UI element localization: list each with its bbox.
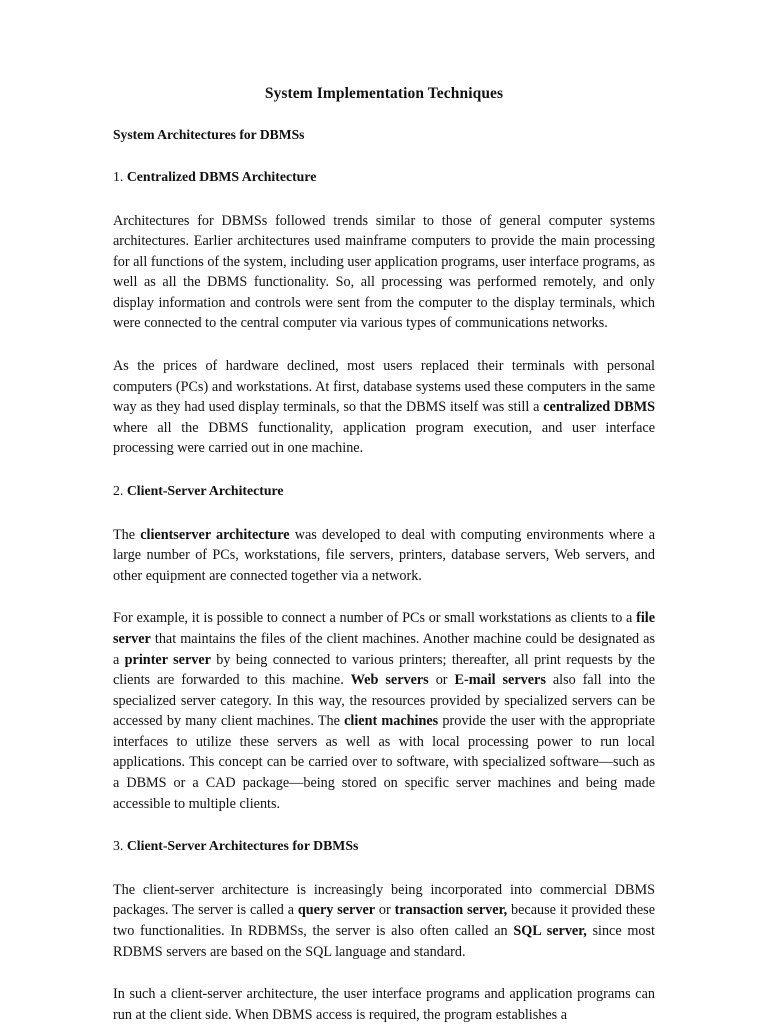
section-title-2: Client-Server Architecture [126, 483, 284, 499]
paragraph-4-text-f: provide the user with the appropriate interfaces to utilize these servers as well as with local processing power to run local applications. This concept can be carried over to software, with specialized software—such as a DBMS or a CAD package—being stored on specific server machines and being made accessible to multiple clients. [113, 713, 655, 812]
section-title-1: Centralized DBMS Architecture [126, 169, 317, 184]
paragraph-5-text-d: since most RDBMS servers are based on the SQL language and standard. [113, 922, 655, 960]
section-number-1: 1. [113, 169, 124, 184]
section-number-3: 3. [113, 838, 124, 854]
section-title-3: Client-Server Architectures for DBMSs [126, 838, 359, 854]
paragraph-3 [113, 525, 655, 587]
document-body [113, 84, 655, 1025]
term-centralized-dbms: centralized DBMS [543, 399, 655, 416]
section-heading-3 [113, 836, 655, 857]
paragraph-4-text-a: For example, it is possible to connect a number of PCs or small workstations as clients to a [113, 610, 637, 627]
paragraph-5-text-c: because it provided these two functionalities. In RDBMSs, the server is also often called an [113, 902, 655, 939]
paragraph-4-text-b: that maintains the files of the client machines. Another machine could be designated as a [113, 630, 655, 668]
paragraph-5-text-b: or [375, 902, 395, 919]
term-clientserver-architecture: clientserver architecture [140, 526, 290, 543]
term-client-machines: client machines [344, 713, 439, 730]
paragraph-2 [113, 356, 655, 459]
paragraph-2-text-a: As the prices of hardware declined, most users replaced their terminals with personal computers (PCs) and workstations. At first, database systems used these computers in the same way as they had used display terminals, so that the DBMS itself was still a [113, 358, 655, 416]
paragraph-5 [113, 880, 655, 962]
term-sql-server: SQL server, [513, 922, 587, 939]
term-web-servers: Web servers [350, 672, 429, 689]
term-query-server: query server [297, 902, 376, 919]
paragraph-6: In such a client-server architecture, the user interface programs and application programs can run at the client side. When DBMS access is required, the program establishes a [113, 986, 655, 1023]
paragraph-4-text-d: or [428, 672, 455, 689]
term-email-servers: E-mail servers [454, 672, 546, 689]
section-number-2: 2. [113, 483, 124, 499]
paragraph-4-text-e: also fall into the specialized server category. In this way, the resources provided by specialized servers can be accessed by many client machines. The [113, 672, 655, 730]
paragraph-3-text-a: The [113, 526, 141, 543]
section-heading-2 [113, 481, 655, 502]
section-heading-1 [113, 167, 655, 188]
paragraph-4 [113, 608, 655, 814]
document-subheading: System Architectures for DBMSs [113, 126, 305, 142]
paragraph-5-text-a: The client-server architecture is increasingly being incorporated into commercial DBMS packages. The server is called a [113, 881, 655, 919]
paragraph-3-text-b: was developed to deal with computing environments where a large number of PCs, workstations, file servers, printers, database servers, Web servers, and other equipment are connected together via a network. [113, 526, 655, 584]
paragraph-2-text-b: where all the DBMS functionality, application program execution, and user interface processing were carried out in one machine. [113, 419, 655, 457]
term-file-server: file server [113, 610, 655, 647]
term-transaction-server: transaction server, [394, 902, 508, 919]
page-title: System Implementation Techniques [264, 85, 504, 102]
term-printer-server: printer server [124, 651, 211, 668]
paragraph-4-text-c: by being connected to various printers; thereafter, all print requests by the clients are forwarded to this machine. [113, 651, 655, 689]
paragraph-1: Architectures for DBMSs followed trends similar to those of general computer systems architectures. Earlier architectures used mainframe computers to provide the main processing for all functions of the system, including user application programs, user interface programs, as well as all the DBMS functionality. So, all processing was performed remotely, and only display information and controls were sent from the computer to the display terminals, which were connected to the central computer via various types of communications networks. [113, 212, 655, 332]
